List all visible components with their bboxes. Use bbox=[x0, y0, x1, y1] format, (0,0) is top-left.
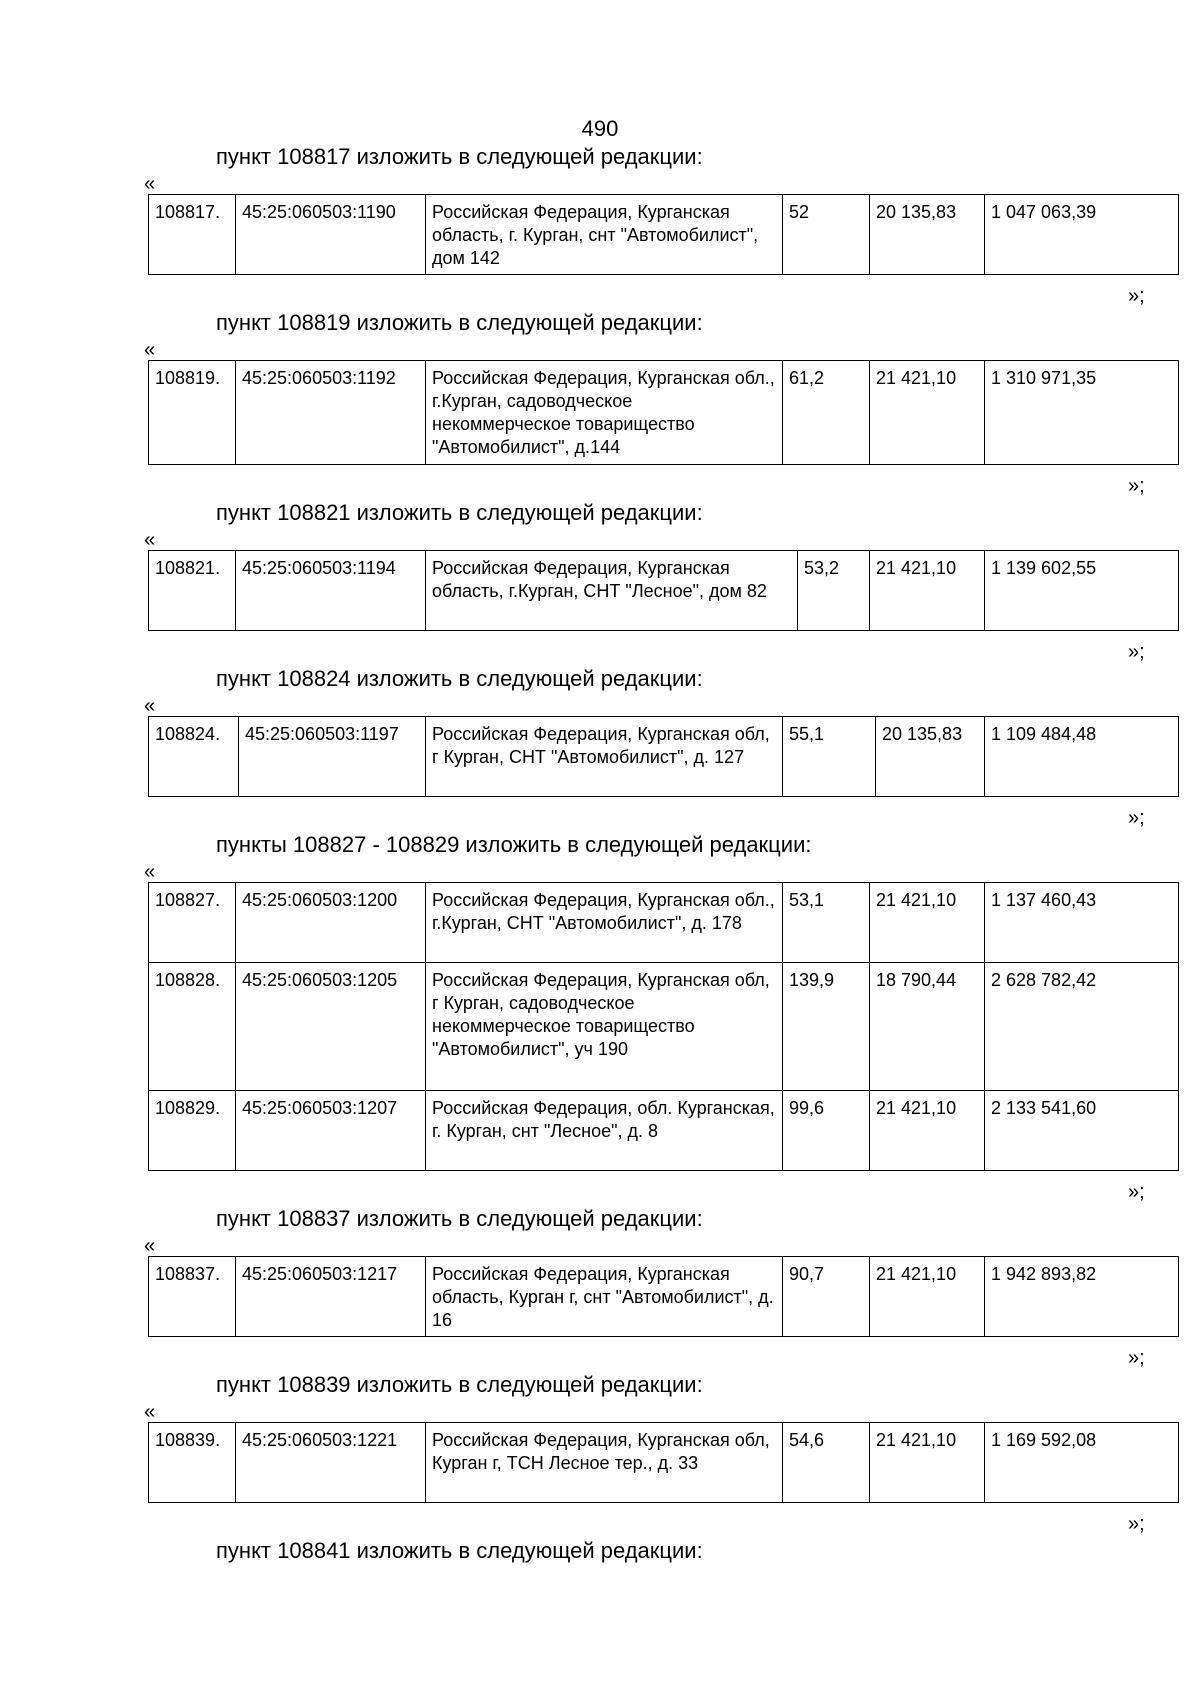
specific-value: 21 421,10 bbox=[870, 361, 985, 465]
area: 99,6 bbox=[783, 1091, 870, 1171]
address: Российская Федерация, обл. Курганская, г. Курган, снт "Лесное", д. 8 bbox=[426, 1091, 783, 1171]
table-row bbox=[149, 195, 1179, 275]
specific-value: 20 135,83 bbox=[870, 195, 985, 275]
section-heading: пункт 108824 изложить в следующей редакции: bbox=[216, 666, 703, 691]
open-quote: « bbox=[144, 529, 156, 551]
open-quote: « bbox=[144, 861, 156, 883]
specific-value: 21 421,10 bbox=[870, 1423, 985, 1503]
close-quote: »; bbox=[1128, 285, 1145, 307]
table-row bbox=[149, 963, 1179, 1091]
entry-table bbox=[148, 716, 1179, 797]
cadastral-value: 1 139 602,55 bbox=[985, 551, 1179, 631]
area: 53,2 bbox=[798, 551, 870, 631]
section-heading: пункт 108839 изложить в следующей редакции: bbox=[216, 1372, 703, 1397]
specific-value: 20 135,83 bbox=[876, 717, 985, 797]
area: 90,7 bbox=[783, 1257, 870, 1337]
row-number: 108839. bbox=[149, 1423, 236, 1503]
cadastral-number: 45:25:060503:1221 bbox=[236, 1423, 426, 1503]
address: Российская Федерация, Курганская обл, г Курган, СНТ "Автомобилист", д. 127 bbox=[426, 717, 783, 797]
table-row bbox=[149, 717, 1179, 797]
cadastral-value: 1 047 063,39 bbox=[985, 195, 1179, 275]
specific-value: 21 421,10 bbox=[870, 551, 985, 631]
open-quote: « bbox=[144, 1235, 156, 1257]
close-quote: »; bbox=[1128, 641, 1145, 663]
row-number: 108824. bbox=[149, 717, 239, 797]
close-quote: »; bbox=[1128, 807, 1145, 829]
page-number: 490 bbox=[581, 116, 619, 141]
table-row bbox=[149, 551, 1179, 631]
address: Российская Федерация, Курганская обл., г.Курган, садоводческое некоммерческое товарищество "Автомобилист", д.144 bbox=[426, 361, 783, 465]
cadastral-value: 2 628 782,42 bbox=[985, 963, 1179, 1091]
close-quote: »; bbox=[1128, 1513, 1145, 1535]
area: 53,1 bbox=[783, 883, 870, 963]
cadastral-number: 45:25:060503:1207 bbox=[236, 1091, 426, 1171]
table-row bbox=[149, 1257, 1179, 1337]
open-quote: « bbox=[144, 173, 156, 195]
cadastral-value: 1 109 484,48 bbox=[985, 717, 1179, 797]
row-number: 108821. bbox=[149, 551, 236, 631]
area: 61,2 bbox=[783, 361, 870, 465]
area: 139,9 bbox=[783, 963, 870, 1091]
row-number: 108829. bbox=[149, 1091, 236, 1171]
section-heading: пункт 108821 изложить в следующей редакции: bbox=[216, 500, 703, 525]
section-heading: пункт 108841 изложить в следующей редакции: bbox=[216, 1538, 703, 1563]
table-row bbox=[149, 1423, 1179, 1503]
area: 55,1 bbox=[783, 717, 876, 797]
entry-table bbox=[148, 882, 1179, 1171]
row-number: 108837. bbox=[149, 1257, 236, 1337]
cadastral-value: 1 169 592,08 bbox=[985, 1423, 1179, 1503]
area: 54,6 bbox=[783, 1423, 870, 1503]
close-quote: »; bbox=[1128, 475, 1145, 497]
close-quote: »; bbox=[1128, 1347, 1145, 1369]
cadastral-number: 45:25:060503:1205 bbox=[236, 963, 426, 1091]
section-heading: пункт 108817 изложить в следующей редакции: bbox=[216, 144, 703, 169]
specific-value: 18 790,44 bbox=[870, 963, 985, 1091]
area: 52 bbox=[783, 195, 870, 275]
address: Российская Федерация, Курганская обл, г Курган, садоводческое некоммерческое товарищество "Автомобилист", уч 190 bbox=[426, 963, 783, 1091]
specific-value: 21 421,10 bbox=[870, 1257, 985, 1337]
table-row bbox=[149, 361, 1179, 465]
section-heading: пункт 108819 изложить в следующей редакции: bbox=[216, 310, 703, 335]
cadastral-value: 1 942 893,82 bbox=[985, 1257, 1179, 1337]
specific-value: 21 421,10 bbox=[870, 883, 985, 963]
row-number: 108827. bbox=[149, 883, 236, 963]
address: Российская Федерация, Курганская обл, Курган г, ТСН Лесное тер., д. 33 bbox=[426, 1423, 783, 1503]
open-quote: « bbox=[144, 339, 156, 361]
entry-table bbox=[148, 194, 1179, 275]
entry-table bbox=[148, 550, 1179, 631]
open-quote: « bbox=[144, 1401, 156, 1423]
specific-value: 21 421,10 bbox=[870, 1091, 985, 1171]
address: Российская Федерация, Курганская область, г. Курган, снт "Автомобилист", дом 142 bbox=[426, 195, 783, 275]
open-quote: « bbox=[144, 695, 156, 717]
cadastral-number: 45:25:060503:1217 bbox=[236, 1257, 426, 1337]
cadastral-number: 45:25:060503:1192 bbox=[236, 361, 426, 465]
entry-table bbox=[148, 360, 1179, 465]
section-heading: пункт 108837 изложить в следующей редакции: bbox=[216, 1206, 703, 1231]
address: Российская Федерация, Курганская обл., г.Курган, СНТ "Автомобилист", д. 178 bbox=[426, 883, 783, 963]
cadastral-number: 45:25:060503:1190 bbox=[236, 195, 426, 275]
cadastral-number: 45:25:060503:1194 bbox=[236, 551, 426, 631]
row-number: 108828. bbox=[149, 963, 236, 1091]
entry-table bbox=[148, 1256, 1179, 1337]
entry-table bbox=[148, 1422, 1179, 1503]
table-row bbox=[149, 883, 1179, 963]
address: Российская Федерация, Курганская область, Курган г, снт "Автомобилист", д. 16 bbox=[426, 1257, 783, 1337]
cadastral-value: 1 137 460,43 bbox=[985, 883, 1179, 963]
close-quote: »; bbox=[1128, 1181, 1145, 1203]
section-heading: пункты 108827 - 108829 изложить в следующей редакции: bbox=[216, 832, 812, 857]
cadastral-value: 1 310 971,35 bbox=[985, 361, 1179, 465]
table-row bbox=[149, 1091, 1179, 1171]
cadastral-number: 45:25:060503:1197 bbox=[239, 717, 426, 797]
address: Российская Федерация, Курганская область, г.Курган, СНТ "Лесное", дом 82 bbox=[426, 551, 798, 631]
cadastral-number: 45:25:060503:1200 bbox=[236, 883, 426, 963]
cadastral-value: 2 133 541,60 bbox=[985, 1091, 1179, 1171]
row-number: 108819. bbox=[149, 361, 236, 465]
row-number: 108817. bbox=[149, 195, 236, 275]
